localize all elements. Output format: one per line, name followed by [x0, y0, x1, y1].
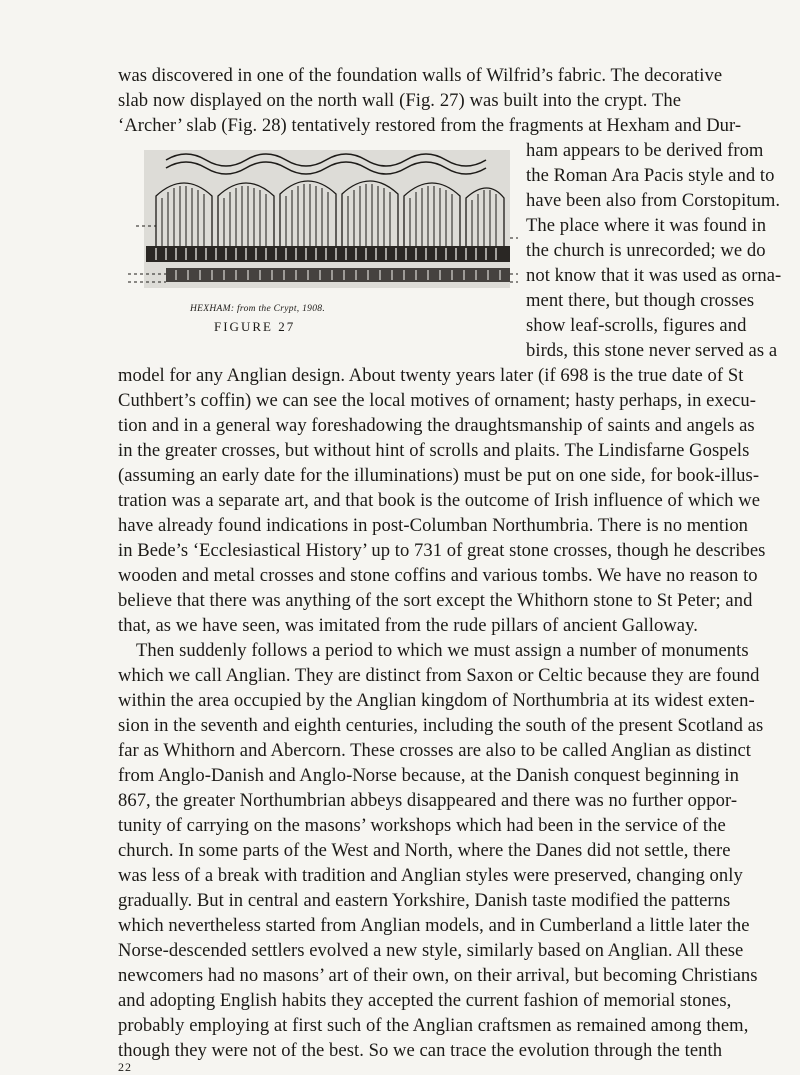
text-line: and adopting English habits they accepted the current fashion of memorial stones, — [118, 990, 732, 1011]
text-line: church. In some parts of the West and North, where the Danes did not settle, there — [118, 840, 731, 861]
figure-label: FIGURE 27 — [214, 319, 296, 334]
text-line: in the greater crosses, but without hint of scrolls and plaits. The Lindisfarne Gospels — [118, 440, 750, 461]
text-line: show leaf-scrolls, figures and — [526, 315, 747, 336]
text-line: 867, the greater Northumbrian abbeys disappeared and there was no further oppor- — [118, 790, 738, 811]
text-line: that, as we have seen, was imitated from the rude pillars of ancient Galloway. — [118, 615, 698, 636]
text-line: sion in the seventh and eighth centuries, including the south of the present Scotland as — [118, 715, 764, 736]
text-line: birds, this stone never served as a — [526, 340, 778, 361]
text-line: was less of a break with tradition and Anglian styles were preserved, changing only — [118, 865, 743, 886]
text-line: in Bede’s ‘Ecclesiastical History’ up to 731 of great stone crosses, though he describes — [118, 540, 766, 561]
text-line: ment there, but though crosses — [526, 290, 755, 311]
text-line: (assuming an early date for the illuminations) must be put on one side, for book-illus- — [118, 465, 760, 486]
text-line: far as Whithorn and Abercorn. These crosses are also to be called Anglian as distinct — [118, 740, 751, 761]
caption-place: HEXHAM: — [190, 304, 237, 314]
text-line: which we call Anglian. They are distinct from Saxon or Celtic because they are found — [118, 665, 760, 686]
text-line: slab now displayed on the north wall (Fig. 27) was built into the crypt. The — [118, 90, 681, 111]
text-line: ham appears to be derived from — [526, 140, 764, 161]
text-line: from Anglo-Danish and Anglo-Norse because, at the Danish conquest beginning in — [118, 765, 739, 786]
carved-slab-figure — [126, 146, 518, 300]
text-line: The place where it was found in — [526, 215, 767, 236]
text-line: which nevertheless started from Anglian models, and in Cumberland a little later the — [118, 915, 750, 936]
text-line: model for any Anglian design. About twenty years later (if 698 is the true date of St — [118, 365, 744, 386]
text-line: though they were not of the best. So we can trace the evolution through the tenth — [118, 1040, 723, 1061]
text-line: newcomers had no masons’ art of their own, on their arrival, but becoming Christians — [118, 965, 758, 986]
text-line: within the area occupied by the Anglian kingdom of Northumbria at its widest exten- — [118, 690, 755, 711]
caption-source: from the Crypt, 1908. — [236, 304, 325, 314]
text-line: Then suddenly follows a period to which we must assign a number of monuments — [136, 640, 749, 661]
text-line: have been also from Corstopitum. — [526, 190, 781, 211]
page-number: 22 — [118, 1060, 132, 1074]
text-line: tion and in a general way foreshadowing the draughtsmanship of saints and angels as — [118, 415, 755, 436]
text-line: Norse-descended settlers evolved a new style, similarly based on Anglian. All these — [118, 940, 744, 961]
text-line: the Roman Ara Pacis style and to — [526, 165, 775, 186]
text-line: the church is unrecorded; we do — [526, 240, 766, 261]
text-line: believe that there was anything of the sort except the Whithorn stone to St Peter; and — [118, 590, 753, 611]
figure-caption — [190, 304, 450, 314]
text-line: tration was a separate art, and that book is the outcome of Irish influence of which we — [118, 490, 761, 511]
text-line: was discovered in one of the foundation walls of Wilfrid’s fabric. The decorative — [118, 65, 723, 86]
text-line: tunity of carrying on the masons’ workshops which had been in the service of the — [118, 815, 726, 836]
text-line: have already found indications in post-Columban Northumbria. There is no mention — [118, 515, 749, 536]
text-line: gradually. But in central and eastern Yorkshire, Danish taste modified the patterns — [118, 890, 731, 911]
text-line: probably employing at first such of the Anglian craftsmen as remained among them, — [118, 1015, 749, 1036]
text-line: not know that it was used as orna- — [526, 265, 782, 286]
text-line: Cuthbert’s coffin) we can see the local motives of ornament; hasty perhaps, in execu- — [118, 390, 756, 411]
text-line: ‘Archer’ slab (Fig. 28) tentatively restored from the fragments at Hexham and Dur- — [118, 115, 742, 136]
text-line: wooden and metal crosses and stone coffins and various tombs. We have no reason to — [118, 565, 758, 586]
